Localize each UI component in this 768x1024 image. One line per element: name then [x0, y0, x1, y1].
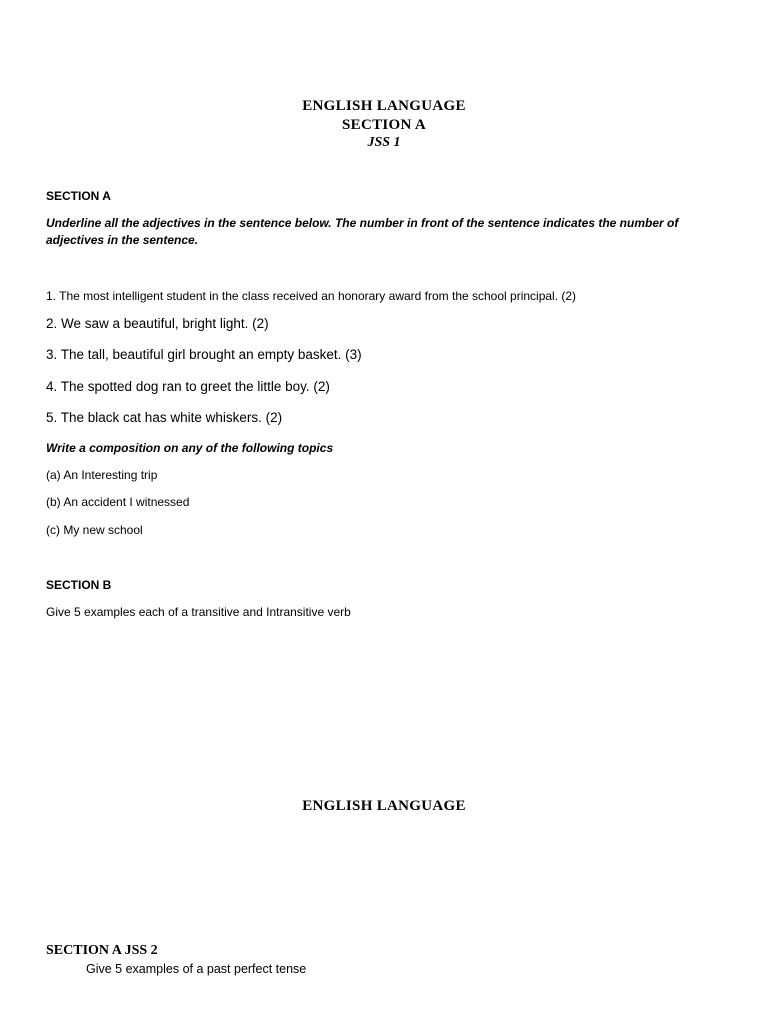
adjectives-instruction: Underline all the adjectives in the sentence below. The number in front of the sentence indicates the number of adjectives in the sentence.	[46, 216, 679, 247]
section-a-heading: SECTION A	[46, 189, 111, 203]
topic-a: (a) An Interesting trip	[46, 468, 158, 482]
topic-b: (b) An accident I witnessed	[46, 495, 190, 509]
question-1: 1. The most intelligent student in the class received an honorary award from the school principal. (2)	[46, 289, 577, 303]
section-b-question: Give 5 examples each of a transitive and Intransitive verb	[46, 605, 351, 619]
section-b-heading: SECTION B	[46, 578, 112, 592]
second-paper-question: Give 5 examples of a past perfect tense	[86, 962, 307, 976]
question-4: 4. The spotted dog ran to greet the little boy. (2)	[46, 379, 330, 394]
second-paper-section-heading: SECTION A JSS 2	[46, 943, 158, 958]
paper-class: JSS 1	[367, 135, 401, 150]
paper-section: SECTION A	[342, 117, 426, 133]
question-3: 3. The tall, beautiful girl brought an empty basket. (3)	[46, 347, 362, 362]
question-5: 5. The black cat has white whiskers. (2)	[46, 410, 283, 425]
topic-c: (c) My new school	[46, 523, 143, 537]
paper-title: ENGLISH LANGUAGE	[302, 98, 466, 114]
question-2: 2. We saw a beautiful, bright light. (2)	[46, 316, 269, 331]
second-paper-title: ENGLISH LANGUAGE	[302, 798, 466, 814]
composition-instruction: Write a composition on any of the following topics	[46, 441, 334, 455]
